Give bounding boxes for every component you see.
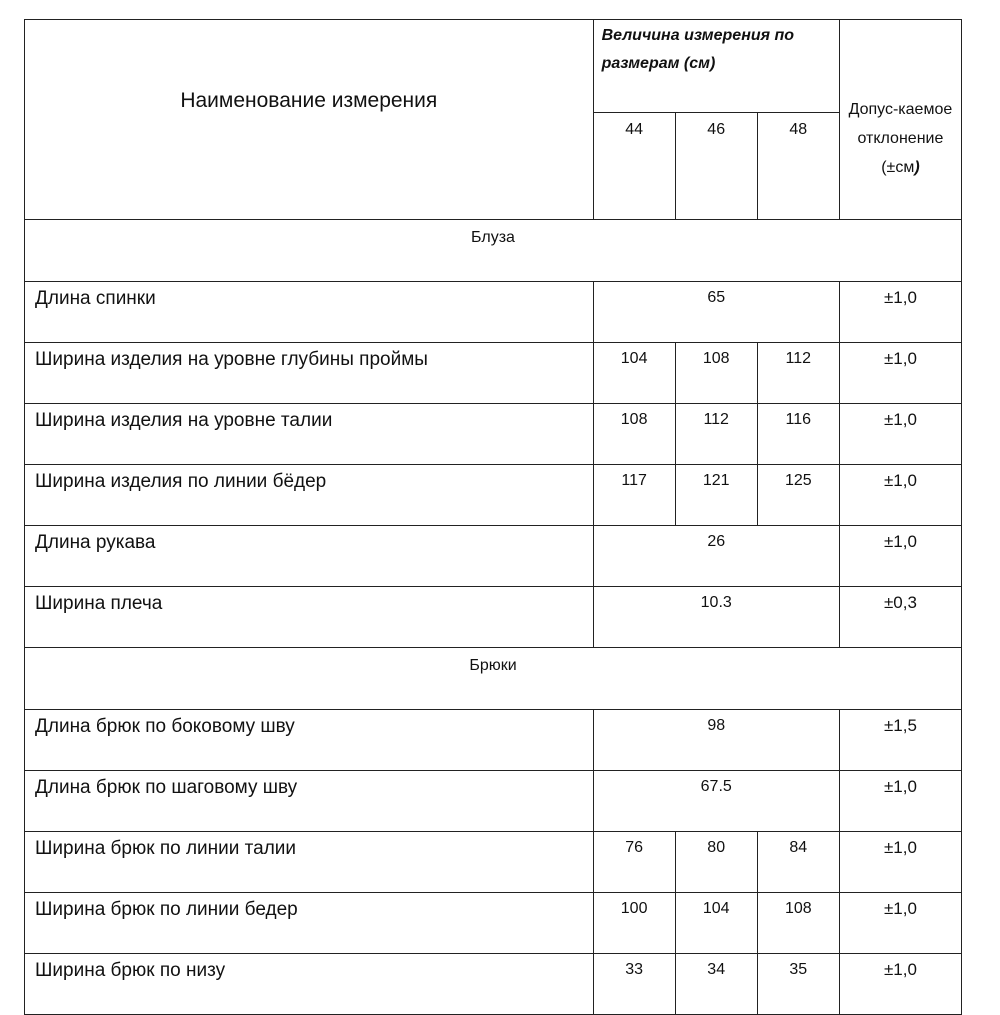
tolerance-value: ±1,0	[839, 526, 961, 587]
header-row	[25, 20, 962, 113]
measurement-value: 117	[593, 465, 675, 526]
measurement-value-all-sizes: 98	[593, 710, 839, 771]
measurement-value: 116	[757, 404, 839, 465]
table-row	[25, 526, 962, 587]
table-row	[25, 465, 962, 526]
tolerance-value: ±1,0	[839, 954, 961, 1015]
measurement-value: 121	[675, 465, 757, 526]
header-tolerance	[839, 20, 961, 220]
section-title: Блуза	[25, 220, 962, 282]
measurement-value-all-sizes: 67.5	[593, 771, 839, 832]
header-measurement-name: Наименование измерения	[25, 20, 594, 220]
measurement-value-all-sizes: 10.3	[593, 587, 839, 648]
tolerance-value: ±1,0	[839, 832, 961, 893]
tolerance-value: ±1,0	[839, 343, 961, 404]
table-row	[25, 587, 962, 648]
measurement-name: Длина брюк по боковому шву	[25, 710, 594, 771]
header-size-44: 44	[593, 113, 675, 220]
measurement-name: Ширина изделия на уровне глубины проймы	[25, 343, 594, 404]
header-size-46: 46	[675, 113, 757, 220]
measurement-name: Ширина плеча	[25, 587, 594, 648]
section-title: Брюки	[25, 648, 962, 710]
table-row	[25, 404, 962, 465]
measurement-name: Ширина изделия по линии бёдер	[25, 465, 594, 526]
measurement-value: 125	[757, 465, 839, 526]
tolerance-value: ±1,0	[839, 771, 961, 832]
measurement-value: 112	[675, 404, 757, 465]
measurement-name: Длина рукава	[25, 526, 594, 587]
header-size-48: 48	[757, 113, 839, 220]
table-row	[25, 893, 962, 954]
table-row	[25, 710, 962, 771]
table-row	[25, 343, 962, 404]
table-row	[25, 954, 962, 1015]
table-row	[25, 282, 962, 343]
section-row	[25, 648, 962, 710]
table-row	[25, 832, 962, 893]
measurement-value: 108	[593, 404, 675, 465]
measurement-value: 34	[675, 954, 757, 1015]
measurement-value: 33	[593, 954, 675, 1015]
measurement-value: 84	[757, 832, 839, 893]
tolerance-value: ±1,0	[839, 404, 961, 465]
tolerance-value: ±1,0	[839, 282, 961, 343]
measurement-name: Ширина брюк по низу	[25, 954, 594, 1015]
measurement-value-all-sizes: 26	[593, 526, 839, 587]
measurement-value: 100	[593, 893, 675, 954]
measurement-value-all-sizes: 65	[593, 282, 839, 343]
measurement-value: 112	[757, 343, 839, 404]
measurement-name: Длина брюк по шаговому шву	[25, 771, 594, 832]
measurement-value: 80	[675, 832, 757, 893]
tolerance-value: ±0,3	[839, 587, 961, 648]
tolerance-value: ±1,0	[839, 465, 961, 526]
header-size-group: Величина измерения по размерам (см)	[593, 20, 839, 113]
measurement-name: Ширина брюк по линии талии	[25, 832, 594, 893]
measurement-value: 108	[675, 343, 757, 404]
measurement-name: Ширина брюк по линии бедер	[25, 893, 594, 954]
measurement-value: 104	[593, 343, 675, 404]
measurement-value: 108	[757, 893, 839, 954]
header-tolerance-text: Допус-каемое отклонение (±см	[848, 101, 953, 176]
measurement-value: 35	[757, 954, 839, 1015]
section-row	[25, 220, 962, 282]
tolerance-value: ±1,5	[839, 710, 961, 771]
table-row	[25, 771, 962, 832]
measurement-value: 104	[675, 893, 757, 954]
measurement-value: 76	[593, 832, 675, 893]
measurement-table	[24, 19, 962, 1015]
header-tolerance-paren: )	[914, 159, 920, 176]
tolerance-value: ±1,0	[839, 893, 961, 954]
measurement-name: Ширина изделия на уровне талии	[25, 404, 594, 465]
measurement-name: Длина спинки	[25, 282, 594, 343]
